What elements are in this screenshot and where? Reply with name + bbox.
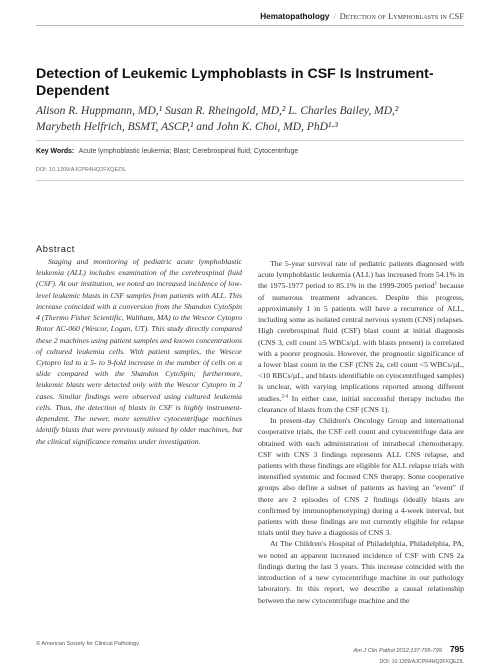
citation-ref: 2-4 — [281, 394, 289, 400]
running-title: Detection of Lymphoblasts in CSF — [339, 12, 464, 21]
abstract-text: Staging and monitoring of pediatric acute lymphoblastic leukemia (ALL) includes examination of the cerebrospinal fluid (CSF). At our institution, we noted an increased incidence of low-level leukemic blasts in CSF samples from patients with ALL. This increase coincided with a conversion from the Shandon CytoSpin 4 (Thermo Fisher Scientific, Waltham, MA) to the Wescor Cytopro Rotor AC-060 (Wescor, Logan, UT). This study directly compared these 2 machines using patient samples and known concentrations of cultured leukemia cells. With patient samples, the Wescor Cytopro led to a 5- to 9-fold increase in the number of cells on a slide compared with the Shandon CytoSpin; furthermore, leukemic blasts were detected only with the Wescor Cytopro in 2 cases. Similar findings were observed using cultured leukemia cells. Thus, the detection of blasts in CSF is highly instrument-dependent. The newer, more sensitive cytocentrifuge machines identify blasts that were previously missed by older machines, but the clinical significance remains under investigation. — [36, 257, 242, 446]
running-head-separator: / — [333, 12, 336, 21]
author-line-2: Marybeth Helfrich, BSMT, ASCP,¹ and John K. Choi, MD, PhD¹·³ — [36, 120, 338, 133]
page-number: 795 — [449, 644, 464, 654]
article-title: Detection of Leukemic Lymphoblasts in CSF Is Instrument-Dependent — [36, 66, 434, 99]
keywords-text: Acute lymphoblastic leukemia; Blast; Cerebrospinal fluid; Cytocentrifuge — [78, 148, 299, 155]
keywords-rule-bottom — [36, 180, 464, 181]
body-text: because of numerous treatment advances. Despite this progress, approximately 1 in 5 patients will have a recurrence of ALL, including some as isolated central nervous system (CNS) relapses. High cerebrospinal fluid (CSF) blast count at initial diagnosis (CNS 3, cell count ≥5 WBCs/µL with blasts present) is correlated with a poorer prognosis. However, the prognostic significance of a lower blast count in the CSF (CNS 2a, cell count <5 WBCs/µL, <10 RBCs/µL, and blasts identifiable on cytocentrifuged samples) is unclear, with varying implications reported among different studies. — [258, 281, 464, 403]
keywords-rule-top — [36, 140, 464, 141]
header-rule — [36, 25, 464, 26]
body-paragraph-2: In present-day Children's Oncology Group and international cooperative trials, the CSF cell count and cytocentrifuge data are obtained with each administration of intrathecal chemotherapy. CSF with CNS 3 findings represents ALL CNS relapse, and patients with these findings are eligible for ALL relapse trials with intensified systemic and focused CNS therapy. Some cooperative groups also define a subset of patients as having an "event" if there are 2 episodes of CNS 2 findings (ideally blasts are confirmed by immunophenotyping) during a 4-week interval, but patients with these findings are not currently eligible for relapse trials until they have a diagnosis of CNS 3. — [258, 416, 464, 538]
author-list — [36, 104, 466, 135]
abstract-section — [36, 244, 242, 447]
keywords-label: Key Words: — [36, 148, 75, 155]
citation-ref: 1 — [434, 281, 438, 287]
body-column — [258, 258, 464, 606]
abstract-heading: Abstract — [36, 244, 75, 254]
body-text: In either case, initial successful therapy includes the clearance of blasts from the CSF (CNS 1). — [258, 393, 464, 414]
body-text: The 5-year survival rate of pediatric patients diagnosed with acute lymphoblastic leukemia (ALL) has increased from 54.1% in the 1975-1977 period to 85.1% in the 1999-2005 period — [258, 259, 464, 291]
body-paragraph-3: At The Children's Hospital of Philadelphia, Philadelphia, PA, we noted an apparent increased incidence of CSF with CNS 2a findings during the last 3 years. This increase coincided with the introduction of a new cytocentrifuge machine in our pathology laboratory. In this report, we describe a causal relationship between the new cytocentrifuge machine and the — [258, 539, 464, 605]
body-paragraph-1 — [258, 258, 464, 415]
journal-citation: Am J Clin Pathol 2012;137:795-799 — [353, 648, 442, 654]
article-doi[interactable]: DOI: 10.1309/AJCPR4HQ2FXQEZIL — [36, 167, 127, 173]
footer-doi: DOI: 10.1309/AJCPR4HQ2FXQEZIL — [379, 659, 464, 665]
copyright-notice: © American Society for Clinical Pathology — [36, 641, 139, 647]
section-name: Hematopathology — [260, 12, 330, 21]
keywords — [36, 148, 464, 155]
page-footer — [353, 639, 464, 665]
author-line-1: Alison R. Huppmann, MD,¹ Susan R. Rheingold, MD,² L. Charles Bailey, MD,² — [36, 105, 399, 117]
running-head — [260, 12, 464, 21]
